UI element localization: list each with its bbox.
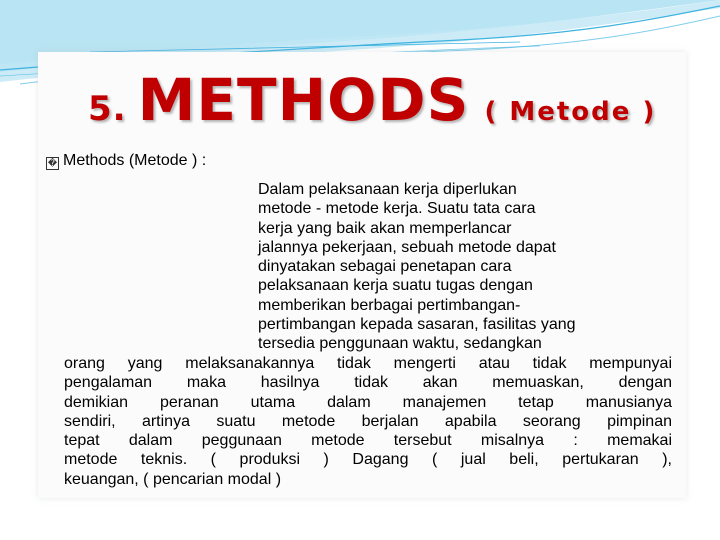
paragraph-indented <box>258 180 668 354</box>
missing-glyph-icon: � <box>47 158 58 168</box>
paragraph-line: metode - metode kerja. Suatu tata cara <box>258 200 536 218</box>
paragraph-line: demikian peranan utama dalam manajemen tetap manusianya <box>64 393 672 411</box>
slide-title <box>88 66 688 142</box>
title-number: 5. <box>88 89 127 129</box>
paragraph-line: metode teknis. ( produksi ) Dagang ( jual beli, pertukaran ), <box>64 451 672 469</box>
bullet-item <box>46 152 666 170</box>
paragraph-line: sendiri, artinya suatu metode berjalan apabila seorang pimpinan <box>64 412 672 430</box>
bullet-label: Methods (Metode ) : <box>63 152 207 169</box>
paragraph-line: dinyatakan sebagai penetapan cara <box>258 258 512 276</box>
paragraph-line: tepat dalam peggunaan metode tersebut misalnya : memakai <box>64 432 672 450</box>
paragraph-line: tersedia penggunaan waktu, sedangkan <box>258 335 542 353</box>
paragraph-line: kerja yang baik akan memperlancar <box>258 219 512 237</box>
paragraph-full-width <box>64 354 672 489</box>
paragraph-line: pelaksanaan kerja suatu tugas dengan <box>258 277 533 295</box>
paragraph-line: Dalam pelaksanaan kerja diperlukan <box>258 181 517 198</box>
paragraph-line: jalannya pekerjaan, sebuah metode dapat <box>258 238 556 256</box>
paragraph-line: memberikan berbagai pertimbangan- <box>258 296 521 314</box>
title-subtitle: ( Metode ) <box>484 97 657 127</box>
paragraph-line: keuangan, ( pencarian modal ) <box>64 470 282 488</box>
paragraph-line: orang yang melaksanakannya tidak mengerti atau tidak mempunyai <box>64 355 672 372</box>
paragraph-line: pertimbangan kepada sasaran, fasilitas yang <box>258 316 576 334</box>
paragraph-line: pengalaman maka hasilnya tidak akan memuaskan, dengan <box>64 374 672 392</box>
title-main: METHODS <box>137 66 470 134</box>
